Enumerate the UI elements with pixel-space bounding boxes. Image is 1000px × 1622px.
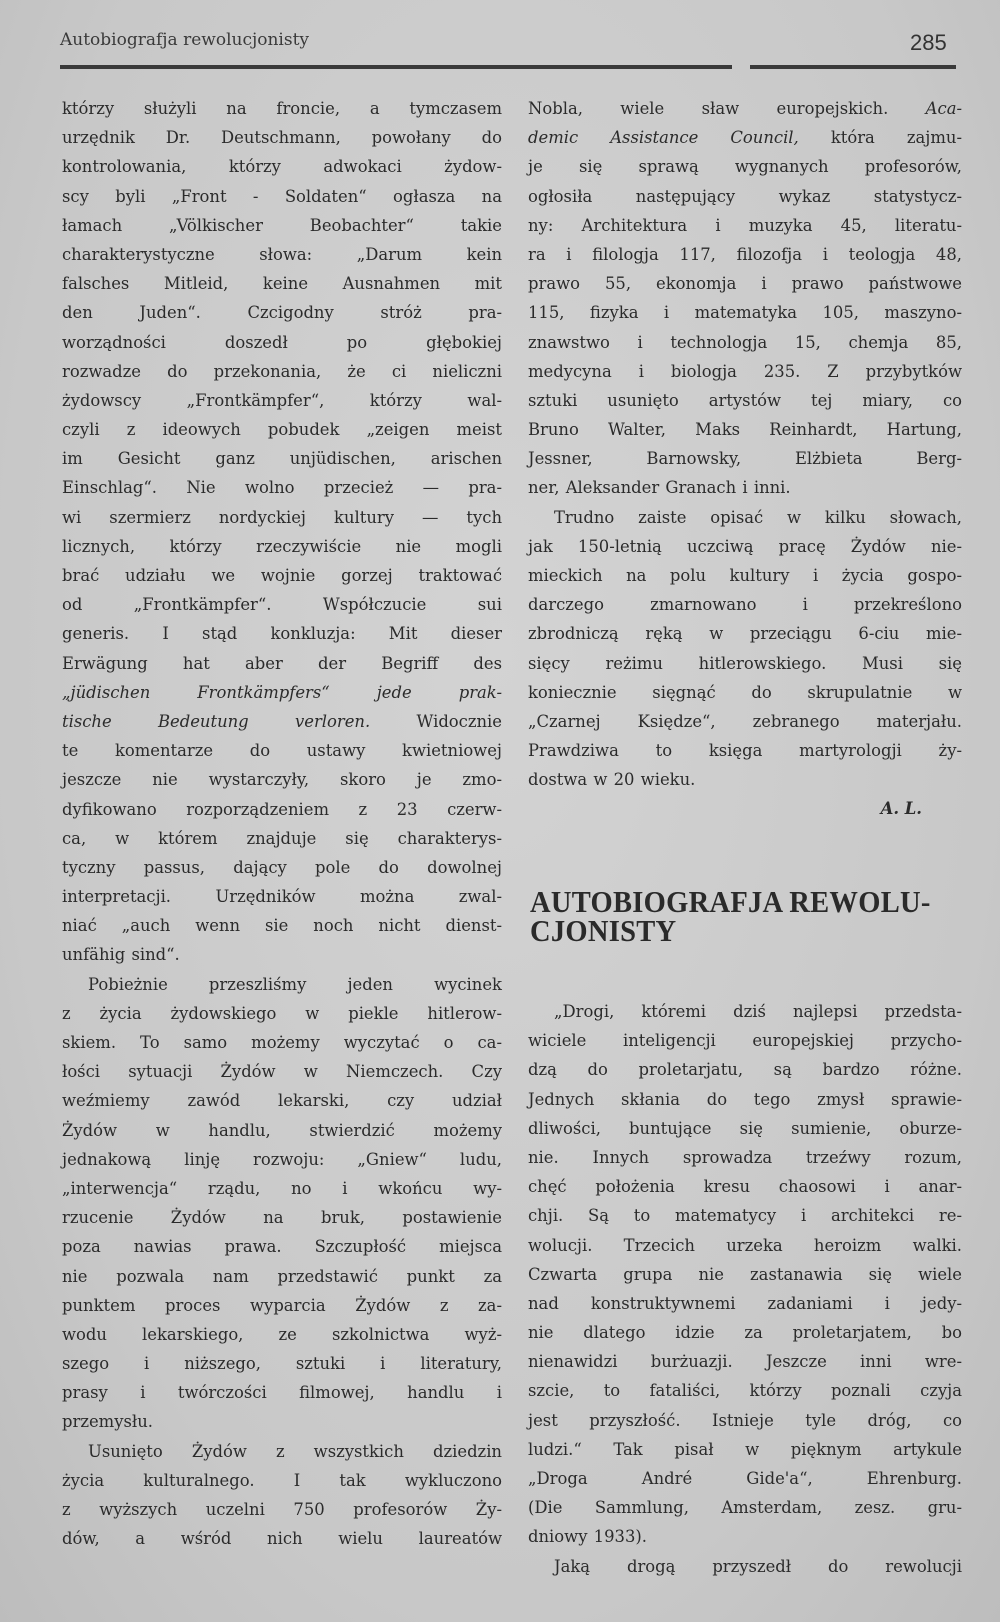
text-line [528, 1406, 962, 1435]
text-line [528, 997, 962, 1026]
text: jak 150-letnią uczciwą pracę Żydów nie- [528, 536, 962, 556]
text-line [62, 473, 502, 502]
section-heading-line: AUTOBIOGRAFJA REWOLU- [530, 884, 931, 919]
text-line [62, 882, 502, 911]
text-line [528, 532, 962, 561]
text: generis. I stąd konkluzja: Mit dieser [62, 624, 502, 644]
text-line [62, 328, 502, 357]
text-line [62, 1349, 502, 1378]
text-line [62, 707, 502, 736]
text-line [528, 561, 962, 590]
text: jednakową linję rozwoju: „Gniew“ ludu, [62, 1149, 502, 1169]
text-line [62, 269, 502, 298]
text: ludzi.“ Tak pisał w pięknym artykule [528, 1439, 962, 1459]
text: jeszcze nie wystarczyły, skoro je zmo- [62, 770, 502, 790]
text-line [62, 240, 502, 269]
text: im Gesicht ganz unjüdischen, arischen [62, 449, 502, 469]
text-line [62, 211, 502, 240]
text-line [528, 1464, 962, 1493]
text: wiciele inteligencji europejskiej przycho- [528, 1031, 962, 1051]
text: chji. Są to matematycy i architekci re- [528, 1206, 962, 1226]
right-column-top [528, 94, 962, 795]
text-line [62, 1437, 502, 1466]
text: zbrodniczą ręką w przeciągu 6-ciu mie- [528, 624, 962, 644]
text: przemysłu. [62, 1412, 153, 1432]
italic-text: demic Assistance Council, [528, 128, 799, 148]
text-line [62, 1028, 502, 1057]
text-line [528, 765, 962, 794]
text-line [528, 1522, 962, 1551]
text: Widocznie [370, 711, 502, 731]
text-line [528, 123, 962, 152]
text-line [62, 561, 502, 590]
text: Czwarta grupa nie zastanawia się wiele [528, 1264, 962, 1284]
text: nie dlatego idzie za proletarjatem, bo [528, 1323, 962, 1343]
text-line [528, 211, 962, 240]
text-line [62, 649, 502, 678]
text-line [528, 94, 962, 123]
text-line [62, 444, 502, 473]
text-line [62, 1320, 502, 1349]
text-line [528, 503, 962, 532]
text: nie pozwala nam przedstawić punkt za [62, 1266, 502, 1286]
text-line [62, 386, 502, 415]
page-number: 285 [910, 30, 947, 55]
text: Jednych skłania do tego zmysł sprawie- [528, 1089, 962, 1109]
text: z wyższych uczelni 750 profesorów Ży- [62, 1500, 502, 1519]
text-line [62, 1116, 502, 1145]
text: łamach „Völkischer Beobachter“ takie [62, 215, 502, 235]
text: ca, w którem znajduje się charakterys- [62, 828, 502, 848]
text: interpretacji. Urzędników można zwal- [62, 887, 502, 907]
text: licznych, którzy rzeczywiście nie mogli [62, 536, 502, 556]
text-line [62, 298, 502, 327]
text-line [528, 328, 962, 357]
text-line [62, 1232, 502, 1261]
text: unfähig sind“. [62, 945, 180, 965]
text: kontrolowania, którzy adwokaci żydow- [62, 157, 502, 177]
text: poza nawias prawa. Szczupłość miejsca [62, 1237, 502, 1257]
text: szego i niższego, sztuki i literatury, [62, 1354, 502, 1374]
text-line [528, 298, 962, 327]
text-line [62, 1291, 502, 1320]
paragraph [528, 503, 962, 795]
text: „Drogi, któremi dziś najlepsi przedsta- [554, 1002, 962, 1021]
text-line [528, 1376, 962, 1405]
right-column-bottom [528, 997, 962, 1581]
text: „Czarnej Księdze“, zebranego materjału. [528, 711, 962, 731]
text: Żydów w handlu, stwierdzić możemy [62, 1120, 502, 1140]
text: worządności doszedł po głębokiej [62, 332, 502, 352]
text-line [62, 911, 502, 940]
text-line [62, 970, 502, 999]
text: Prawdziwa to księga martyrologji ży- [528, 741, 962, 761]
text-line [528, 1347, 962, 1376]
paragraph [62, 94, 502, 970]
text-line [528, 649, 962, 678]
text: tyczny passus, dający pole do dowolnej [62, 857, 502, 877]
text: żydowscy „Frontkämpfer“, którzy wal- [62, 390, 502, 410]
text: jest przyszłość. Istnieje tyle dróg, co [528, 1410, 962, 1430]
text: wodu lekarskiego, ze szkolnictwa wyż- [62, 1324, 502, 1344]
text: prawo 55, ekonomja i prawo państwowe [528, 274, 962, 294]
left-column [62, 94, 502, 1553]
text-line [528, 357, 962, 386]
text-line [528, 152, 962, 181]
text-line [528, 1260, 962, 1289]
text: Einschlag“. Nie wolno przecież — pra- [62, 478, 502, 498]
text-line [528, 473, 962, 502]
text-line [528, 240, 962, 269]
text: ra i filologja 117, filozofja i teologja 48, [528, 244, 962, 264]
text-line [62, 736, 502, 765]
text: ner, Aleksander Granach i inni. [528, 478, 791, 498]
text: „interwencja“ rządu, no i wkońcu wy- [62, 1178, 502, 1198]
text: nienawidzi burżuazji. Jeszcze inni wre- [528, 1352, 962, 1372]
text: charakterystyczne słowa: „Darum kein [62, 244, 502, 264]
text-line [62, 182, 502, 211]
text-line [62, 1495, 502, 1524]
text-line [528, 1552, 962, 1581]
running-title: Autobiografja rewolucjonisty [60, 30, 310, 50]
text: Jessner, Barnowsky, Elżbieta Berg- [528, 449, 962, 469]
text: koniecznie sięgnąć do skrupulatnie w [528, 682, 962, 702]
header-rule [60, 65, 732, 69]
text-line [528, 1318, 962, 1347]
text-line [62, 853, 502, 882]
text: wi szermierz nordyckiej kultury — tych [62, 507, 502, 527]
text-line [62, 1057, 502, 1086]
text: sięcy reżimu hitlerowskiego. Musi się [528, 653, 962, 673]
text: szcie, to fataliści, którzy poznali czyja [528, 1381, 962, 1401]
signature-block [528, 794, 962, 823]
text: życia kulturalnego. I tak wykluczono [62, 1470, 502, 1490]
text: znawstwo i technologja 15, chemja 85, [528, 332, 962, 352]
author-signature: A. L. [880, 799, 922, 818]
text: falsches Mitleid, keine Ausnahmen mit [62, 274, 502, 294]
text-line [528, 1143, 962, 1172]
text-line [528, 1289, 962, 1318]
paragraph [62, 970, 502, 1437]
text: niać „auch wenn sie noch nicht dienst- [62, 916, 502, 936]
section-heading [530, 884, 935, 948]
paragraph [62, 1437, 502, 1554]
text: z życia żydowskiego w piekle hitlerow- [62, 1003, 502, 1023]
text: darczego zmarnowano i przekreślono [528, 595, 962, 615]
text-line [62, 1407, 502, 1436]
text: Pobieżnie przeszliśmy jeden wycinek [88, 974, 502, 994]
text-line [62, 1203, 502, 1232]
text-line [62, 590, 502, 619]
italic-text: „jüdischen Frontkämpfers“ jede prak- [62, 682, 502, 702]
text-line [62, 503, 502, 532]
text: dliwości, buntujące się sumienie, oburze- [528, 1118, 962, 1138]
text: je się sprawą wygnanych profesorów, [528, 157, 962, 177]
text: łości sytuacji Żydów w Niemczech. Czy [62, 1062, 502, 1082]
text: która zajmu- [798, 128, 962, 148]
text: (Die Sammlung, Amsterdam, zesz. gru- [528, 1498, 962, 1518]
text: dniowy 1933). [528, 1527, 647, 1547]
text: 115, fizyka i matematyka 105, maszyno- [528, 303, 962, 323]
text: nie. Innych sprowadza trzeźwy rozum, [528, 1147, 962, 1167]
text: te komentarze do ustawy kwietniowej [62, 741, 502, 761]
text-line [528, 386, 962, 415]
text: skiem. To samo możemy wyczytać o ca- [62, 1033, 502, 1052]
text-line [62, 765, 502, 794]
text-line [528, 1114, 962, 1143]
text-line [62, 678, 502, 707]
text-line [62, 1262, 502, 1291]
text: chęć położenia kresu chaosowi i anar- [528, 1177, 962, 1197]
text: dostwa w 20 wieku. [528, 770, 696, 790]
text: sztuki usunięto artystów tej miary, co [528, 390, 962, 410]
text-line [62, 1524, 502, 1553]
text: scy byli „Front - Soldaten“ ogłasza na [62, 186, 502, 206]
text: punktem proces wyparcia Żydów z za- [62, 1295, 502, 1315]
text-line [62, 1466, 502, 1495]
text-line [528, 269, 962, 298]
text-line [62, 1086, 502, 1115]
text-line [528, 1201, 962, 1230]
italic-text: tische Bedeutung verloren. [62, 711, 371, 731]
text: nad konstruktywnemi zadaniami i jedy- [528, 1293, 962, 1313]
text-line [528, 1085, 962, 1114]
text: czyli z ideowych pobudek „zeigen meist [62, 420, 502, 440]
text-line [62, 94, 502, 123]
text-line [62, 415, 502, 444]
text: Erwägung hat aber der Begriff des [62, 653, 502, 673]
section-heading-line: CJONISTY [530, 913, 677, 948]
text: od „Frontkämpfer“. Współczucie sui [62, 595, 502, 615]
text-line [62, 123, 502, 152]
text-line [62, 357, 502, 386]
text: ny: Architektura i muzyka 45, literatu- [528, 215, 962, 235]
text: ogłosiła następujący wykaz statystycz- [528, 186, 962, 206]
text-line [528, 619, 962, 648]
paragraph [528, 997, 962, 1552]
text: Usunięto Żydów z wszystkich dziedzin [88, 1441, 502, 1461]
text: dyfikowano rozporządzeniem z 23 czerw- [62, 799, 502, 819]
text: „Droga André Gide'a“, Ehrenburg. [528, 1469, 962, 1488]
text: urzędnik Dr. Deutschmann, powołany do [62, 128, 502, 148]
text: Jaką drogą przyszedł do rewolucji [554, 1556, 962, 1576]
text: Bruno Walter, Maks Reinhardt, Hartung, [528, 420, 962, 440]
text-line [528, 1231, 962, 1260]
text-line [62, 795, 502, 824]
text: den Juden“. Czcigodny stróż pra- [62, 303, 502, 323]
text-line [528, 736, 962, 765]
text-line [62, 940, 502, 969]
text-line [528, 1172, 962, 1201]
text: medycyna i biologja 235. Z przybytków [528, 361, 962, 381]
text-line [62, 152, 502, 181]
header-rule-right [750, 65, 956, 69]
text-line [528, 1435, 962, 1464]
text: dzą do proletarjatu, są bardzo różne. [528, 1060, 962, 1080]
text-line [62, 1174, 502, 1203]
text: Nobla, wiele sław europejskich. [528, 99, 926, 118]
text: prasy i twórczości filmowej, handlu i [62, 1383, 502, 1403]
text: brać udziału we wojnie gorzej traktować [62, 566, 502, 585]
text-line [62, 1145, 502, 1174]
text: rzucenie Żydów na bruk, postawienie [62, 1208, 502, 1228]
text: mieckich na polu kultury i życia gospo- [528, 566, 962, 585]
text-line [62, 619, 502, 648]
text-line [62, 532, 502, 561]
text: rozwadze do przekonania, że ci nieliczni [62, 361, 502, 381]
text-line [528, 707, 962, 736]
text-line [528, 444, 962, 473]
text-line [62, 1378, 502, 1407]
text-line [528, 182, 962, 211]
text: dów, a wśród nich wielu laureatów [62, 1529, 502, 1549]
text-line [528, 1026, 962, 1055]
text-line [528, 415, 962, 444]
italic-text: Aca- [925, 99, 962, 118]
paragraph [528, 94, 962, 503]
text: którzy służyli na froncie, a tymczasem [62, 99, 502, 118]
text-line [62, 824, 502, 853]
text-line [528, 1055, 962, 1084]
text: weźmiemy zawód lekarski, czy udział [62, 1091, 502, 1111]
paragraph [528, 1552, 962, 1581]
text: Trudno zaiste opisać w kilku słowach, [554, 507, 962, 527]
text: wolucji. Trzecich urzeka heroizm walki. [528, 1235, 962, 1255]
text-line [528, 678, 962, 707]
text-line [62, 999, 502, 1028]
text-line [528, 590, 962, 619]
text-line [528, 1493, 962, 1522]
